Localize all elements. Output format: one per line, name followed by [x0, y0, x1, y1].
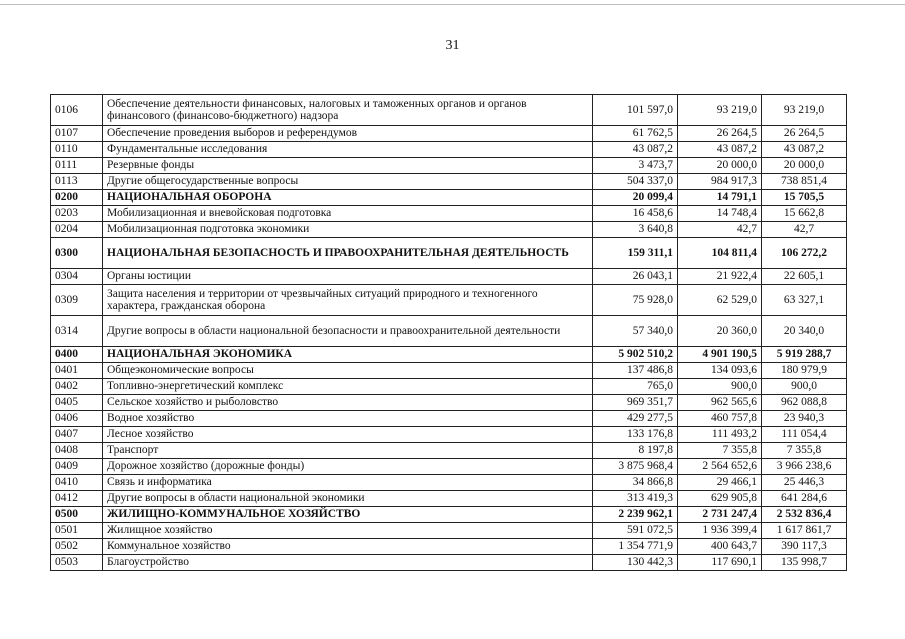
section-name-cell: Другие общегосударственные вопросы	[103, 174, 593, 190]
section-name-cell: Дорожное хозяйство (дорожные фонды)	[103, 459, 593, 475]
value-cell-2: 14 791,1	[678, 190, 762, 206]
value-cell-1: 504 337,0	[593, 174, 678, 190]
section-name-cell: НАЦИОНАЛЬНАЯ БЕЗОПАСНОСТЬ И ПРАВООХРАНИТЕЛЬНАЯ ДЕЯТЕЛЬНОСТЬ	[103, 238, 593, 269]
value-cell-1: 1 354 771,9	[593, 539, 678, 555]
value-cell-1: 159 311,1	[593, 238, 678, 269]
value-cell-3: 42,7	[762, 222, 847, 238]
top-rule	[0, 4, 905, 5]
value-cell-3: 22 605,1	[762, 269, 847, 285]
value-cell-1: 3 473,7	[593, 158, 678, 174]
section-name-cell: Другие вопросы в области национальной экономики	[103, 491, 593, 507]
value-cell-3: 3 966 238,6	[762, 459, 847, 475]
section-name-cell: Защита населения и территории от чрезвычайных ситуаций природного и техногенного характера, гражданская оборона	[103, 285, 593, 316]
value-cell-3: 2 532 836,4	[762, 507, 847, 523]
section-name-cell: Благоустройство	[103, 555, 593, 571]
section-code-cell: 0405	[51, 395, 103, 411]
section-name-cell: Водное хозяйство	[103, 411, 593, 427]
section-name-cell: Обеспечение деятельности финансовых, налоговых и таможенных органов и органов финансового (финансово-бюджетного) надзора	[103, 95, 593, 126]
section-code-cell: 0407	[51, 427, 103, 443]
value-cell-2: 2 731 247,4	[678, 507, 762, 523]
value-cell-3: 900,0	[762, 379, 847, 395]
table-row	[51, 539, 847, 555]
section-code-cell: 0400	[51, 347, 103, 363]
value-cell-3: 390 117,3	[762, 539, 847, 555]
value-cell-2: 62 529,0	[678, 285, 762, 316]
table-row	[51, 555, 847, 571]
table-row	[51, 190, 847, 206]
value-cell-2: 400 643,7	[678, 539, 762, 555]
section-name-cell: Резервные фонды	[103, 158, 593, 174]
value-cell-3: 43 087,2	[762, 142, 847, 158]
table-row	[51, 222, 847, 238]
section-code-cell: 0314	[51, 316, 103, 347]
section-code-cell: 0113	[51, 174, 103, 190]
table-row	[51, 427, 847, 443]
table-row	[51, 411, 847, 427]
value-cell-1: 75 928,0	[593, 285, 678, 316]
value-cell-2: 1 936 399,4	[678, 523, 762, 539]
section-name-cell: Топливно-энергетический комплекс	[103, 379, 593, 395]
value-cell-3: 7 355,8	[762, 443, 847, 459]
value-cell-3: 641 284,6	[762, 491, 847, 507]
value-cell-2: 900,0	[678, 379, 762, 395]
budget-table	[50, 94, 847, 571]
value-cell-1: 137 486,8	[593, 363, 678, 379]
value-cell-3: 23 940,3	[762, 411, 847, 427]
value-cell-2: 984 917,3	[678, 174, 762, 190]
table-row	[51, 206, 847, 222]
value-cell-1: 2 239 962,1	[593, 507, 678, 523]
section-code-cell: 0503	[51, 555, 103, 571]
value-cell-3: 135 998,7	[762, 555, 847, 571]
table-row	[51, 379, 847, 395]
value-cell-2: 104 811,4	[678, 238, 762, 269]
table-row	[51, 491, 847, 507]
value-cell-2: 43 087,2	[678, 142, 762, 158]
value-cell-2: 26 264,5	[678, 126, 762, 142]
value-cell-2: 14 748,4	[678, 206, 762, 222]
value-cell-3: 93 219,0	[762, 95, 847, 126]
value-cell-1: 133 176,8	[593, 427, 678, 443]
section-name-cell: Фундаментальные исследования	[103, 142, 593, 158]
value-cell-2: 29 466,1	[678, 475, 762, 491]
table-row	[51, 459, 847, 475]
table-row	[51, 347, 847, 363]
value-cell-2: 460 757,8	[678, 411, 762, 427]
table-row	[51, 238, 847, 269]
value-cell-1: 429 277,5	[593, 411, 678, 427]
section-code-cell: 0300	[51, 238, 103, 269]
section-name-cell: Мобилизационная подготовка экономики	[103, 222, 593, 238]
value-cell-3: 5 919 288,7	[762, 347, 847, 363]
section-name-cell: Общеэкономические вопросы	[103, 363, 593, 379]
section-name-cell: Связь и информатика	[103, 475, 593, 491]
section-code-cell: 0107	[51, 126, 103, 142]
table-row	[51, 142, 847, 158]
table-row	[51, 269, 847, 285]
value-cell-2: 93 219,0	[678, 95, 762, 126]
value-cell-1: 61 762,5	[593, 126, 678, 142]
value-cell-2: 117 690,1	[678, 555, 762, 571]
value-cell-3: 106 272,2	[762, 238, 847, 269]
table-row	[51, 443, 847, 459]
value-cell-1: 57 340,0	[593, 316, 678, 347]
section-code-cell: 0106	[51, 95, 103, 126]
value-cell-1: 26 043,1	[593, 269, 678, 285]
section-name-cell: Обеспечение проведения выборов и референдумов	[103, 126, 593, 142]
value-cell-3: 111 054,4	[762, 427, 847, 443]
section-code-cell: 0501	[51, 523, 103, 539]
section-code-cell: 0111	[51, 158, 103, 174]
section-code-cell: 0110	[51, 142, 103, 158]
value-cell-3: 15 705,5	[762, 190, 847, 206]
table-row	[51, 363, 847, 379]
value-cell-1: 16 458,6	[593, 206, 678, 222]
section-code-cell: 0502	[51, 539, 103, 555]
section-name-cell: Другие вопросы в области национальной безопасности и правоохранительной деятельности	[103, 316, 593, 347]
section-code-cell: 0406	[51, 411, 103, 427]
value-cell-2: 134 093,6	[678, 363, 762, 379]
value-cell-1: 130 442,3	[593, 555, 678, 571]
section-code-cell: 0409	[51, 459, 103, 475]
value-cell-1: 3 640,8	[593, 222, 678, 238]
value-cell-2: 629 905,8	[678, 491, 762, 507]
value-cell-2: 111 493,2	[678, 427, 762, 443]
budget-table-body	[51, 95, 847, 571]
value-cell-1: 43 087,2	[593, 142, 678, 158]
table-row	[51, 316, 847, 347]
section-code-cell: 0204	[51, 222, 103, 238]
value-cell-2: 962 565,6	[678, 395, 762, 411]
section-code-cell: 0304	[51, 269, 103, 285]
value-cell-2: 20 000,0	[678, 158, 762, 174]
value-cell-2: 21 922,4	[678, 269, 762, 285]
value-cell-3: 26 264,5	[762, 126, 847, 142]
value-cell-1: 3 875 968,4	[593, 459, 678, 475]
value-cell-2: 42,7	[678, 222, 762, 238]
value-cell-1: 34 866,8	[593, 475, 678, 491]
page-number: 31	[445, 38, 460, 53]
value-cell-1: 969 351,7	[593, 395, 678, 411]
section-code-cell: 0203	[51, 206, 103, 222]
table-row	[51, 475, 847, 491]
section-name-cell: Коммунальное хозяйство	[103, 539, 593, 555]
section-code-cell: 0412	[51, 491, 103, 507]
section-code-cell: 0408	[51, 443, 103, 459]
value-cell-2: 2 564 652,6	[678, 459, 762, 475]
section-name-cell: Мобилизационная и вневойсковая подготовка	[103, 206, 593, 222]
value-cell-3: 20 340,0	[762, 316, 847, 347]
value-cell-1: 5 902 510,2	[593, 347, 678, 363]
section-name-cell: НАЦИОНАЛЬНАЯ ОБОРОНА	[103, 190, 593, 206]
section-name-cell: ЖИЛИЩНО-КОММУНАЛЬНОЕ ХОЗЯЙСТВО	[103, 507, 593, 523]
section-name-cell: НАЦИОНАЛЬНАЯ ЭКОНОМИКА	[103, 347, 593, 363]
table-row	[51, 285, 847, 316]
value-cell-1: 20 099,4	[593, 190, 678, 206]
value-cell-1: 101 597,0	[593, 95, 678, 126]
value-cell-3: 180 979,9	[762, 363, 847, 379]
value-cell-1: 8 197,8	[593, 443, 678, 459]
table-row	[51, 523, 847, 539]
section-name-cell: Транспорт	[103, 443, 593, 459]
section-name-cell: Лесное хозяйство	[103, 427, 593, 443]
value-cell-3: 1 617 861,7	[762, 523, 847, 539]
value-cell-1: 313 419,3	[593, 491, 678, 507]
table-row	[51, 95, 847, 126]
value-cell-3: 738 851,4	[762, 174, 847, 190]
section-code-cell: 0402	[51, 379, 103, 395]
value-cell-3: 15 662,8	[762, 206, 847, 222]
section-code-cell: 0309	[51, 285, 103, 316]
value-cell-3: 20 000,0	[762, 158, 847, 174]
value-cell-2: 7 355,8	[678, 443, 762, 459]
section-name-cell: Жилищное хозяйство	[103, 523, 593, 539]
section-code-cell: 0410	[51, 475, 103, 491]
section-code-cell: 0200	[51, 190, 103, 206]
section-code-cell: 0401	[51, 363, 103, 379]
value-cell-3: 25 446,3	[762, 475, 847, 491]
value-cell-3: 63 327,1	[762, 285, 847, 316]
value-cell-2: 20 360,0	[678, 316, 762, 347]
section-name-cell: Сельское хозяйство и рыболовство	[103, 395, 593, 411]
value-cell-2: 4 901 190,5	[678, 347, 762, 363]
table-row	[51, 174, 847, 190]
section-code-cell: 0500	[51, 507, 103, 523]
table-row	[51, 395, 847, 411]
section-name-cell: Органы юстиции	[103, 269, 593, 285]
value-cell-1: 591 072,5	[593, 523, 678, 539]
table-row	[51, 507, 847, 523]
value-cell-3: 962 088,8	[762, 395, 847, 411]
table-row	[51, 126, 847, 142]
value-cell-1: 765,0	[593, 379, 678, 395]
table-row	[51, 158, 847, 174]
